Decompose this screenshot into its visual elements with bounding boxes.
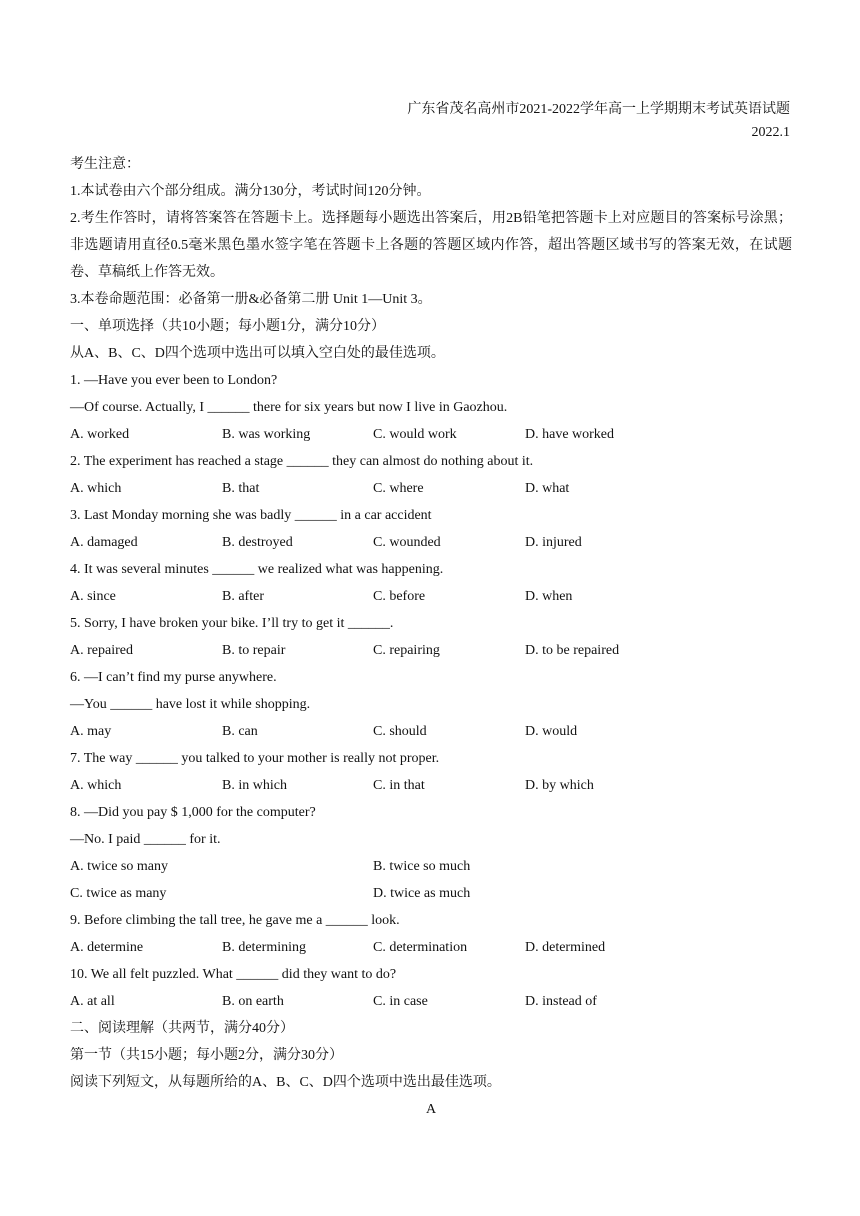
option-d: D. instead of	[525, 994, 597, 1009]
options-row	[70, 934, 792, 961]
question-10	[70, 961, 792, 1015]
option-a: A. which	[70, 481, 122, 496]
option-a: A. at all	[70, 994, 115, 1009]
option-d: D. would	[525, 724, 578, 739]
question-stem: —You ______ have lost it while shopping.	[70, 697, 311, 712]
question-stem: 2. The experiment has reached a stage ______ they can almost do nothing about it.	[70, 454, 534, 469]
section-2-part-1: 第一节（共15小题；每小题2分，满分30分）	[70, 1048, 343, 1063]
option-d: D. have worked	[525, 427, 615, 442]
exam-date: 2022.1	[751, 125, 790, 140]
option-c: C. before	[373, 589, 426, 604]
section-2-title: 二、阅读理解（共两节，满分40分）	[70, 1021, 294, 1036]
option-b: B. after	[222, 589, 264, 604]
option-a: A. may	[70, 724, 112, 739]
options-row	[70, 988, 792, 1015]
question-stem: 4. It was several minutes ______ we realized what was happening.	[70, 562, 444, 577]
section-2-instruction: 阅读下列短文，从每题所给的A、B、C、D四个选项中选出最佳选项。	[70, 1075, 501, 1090]
options-row	[70, 880, 792, 907]
question-stem: 3. Last Monday morning she was badly ______ in a car accident	[70, 508, 432, 523]
option-d: D. twice as much	[373, 886, 471, 901]
section-1-instruction: 从A、B、C、D四个选项中选出可以填入空白处的最佳选项。	[70, 346, 445, 361]
question-stem: —No. I paid ______ for it.	[70, 832, 221, 847]
option-a: A. repaired	[70, 643, 133, 658]
question-stem: 5. Sorry, I have broken your bike. I’ll try to get it ______.	[70, 616, 394, 631]
options-row	[70, 772, 792, 799]
options-row	[70, 853, 792, 880]
question-stem: 1. —Have you ever been to London?	[70, 373, 278, 388]
question-stem: 6. —I can’t find my purse anywhere.	[70, 670, 277, 685]
question-6	[70, 664, 792, 745]
option-b: B. can	[222, 724, 258, 739]
option-b: B. to repair	[222, 643, 286, 658]
option-b: B. twice so much	[373, 859, 471, 874]
section-1-title: 一、单项选择（共10小题；每小题1分，满分10分）	[70, 319, 385, 334]
option-d: D. by which	[525, 778, 594, 793]
option-c: C. in that	[373, 778, 425, 793]
exam-content	[70, 151, 792, 1123]
question-stem: 7. The way ______ you talked to your mother is really not proper.	[70, 751, 440, 766]
question-8	[70, 799, 792, 907]
option-b: B. determining	[222, 940, 306, 955]
option-c: C. where	[373, 481, 424, 496]
option-a: A. worked	[70, 427, 130, 442]
options-row	[70, 421, 792, 448]
option-c: C. determination	[373, 940, 468, 955]
question-4	[70, 556, 792, 610]
notice-heading: 考生注意：	[70, 157, 140, 172]
option-a: A. twice so many	[70, 859, 168, 874]
option-a: A. damaged	[70, 535, 138, 550]
question-1	[70, 367, 792, 448]
option-d: D. injured	[525, 535, 582, 550]
option-c: C. wounded	[373, 535, 441, 550]
question-3	[70, 502, 792, 556]
option-a: A. since	[70, 589, 116, 604]
option-c: C. twice as many	[70, 886, 167, 901]
option-d: D. when	[525, 589, 573, 604]
options-row	[70, 718, 792, 745]
option-b: B. on earth	[222, 994, 284, 1009]
question-stem: —Of course. Actually, I ______ there for six years but now I live in Gaozhou.	[70, 400, 508, 415]
notice-item-1: 1.本试卷由六个部分组成。满分130分，考试时间120分钟。	[70, 184, 431, 199]
option-a: A. which	[70, 778, 122, 793]
options-row	[70, 475, 792, 502]
question-5	[70, 610, 792, 664]
option-d: D. determined	[525, 940, 606, 955]
passage-label: A	[425, 1102, 437, 1117]
option-c: C. repairing	[373, 643, 440, 658]
notice-item-2: 2.考生作答时，请将答案答在答题卡上。选择题每小题选出答案后，用2B铅笔把答题卡上对应题目的答案标号涂黑；非选题请用直径0.5毫米黑色墨水签字笔在答题卡上各题的答题区域内作答，超出答题区域书写的答案无效，在试题卷、草稿纸上作答无效。	[70, 211, 792, 280]
question-stem: 9. Before climbing the tall tree, he gave me a ______ look.	[70, 913, 400, 928]
options-row	[70, 637, 792, 664]
question-9	[70, 907, 792, 961]
question-stem: 8. —Did you pay $ 1,000 for the computer?	[70, 805, 316, 820]
option-c: C. would work	[373, 427, 457, 442]
option-d: D. what	[525, 481, 570, 496]
option-b: B. in which	[222, 778, 287, 793]
option-c: C. in case	[373, 994, 428, 1009]
option-b: B. destroyed	[222, 535, 293, 550]
question-7	[70, 745, 792, 799]
option-b: B. that	[222, 481, 260, 496]
option-b: B. was working	[222, 427, 311, 442]
question-stem: 10. We all felt puzzled. What ______ did they want to do?	[70, 967, 397, 982]
option-d: D. to be repaired	[525, 643, 620, 658]
notice-item-3: 3.本卷命题范围：必备第一册&必备第二册 Unit 1—Unit 3。	[70, 292, 432, 307]
options-row	[70, 583, 792, 610]
option-c: C. should	[373, 724, 427, 739]
options-row	[70, 529, 792, 556]
question-2	[70, 448, 792, 502]
option-a: A. determine	[70, 940, 144, 955]
exam-title: 广东省茂名高州市2021-2022学年高一上学期期末考试英语试题	[407, 102, 790, 117]
